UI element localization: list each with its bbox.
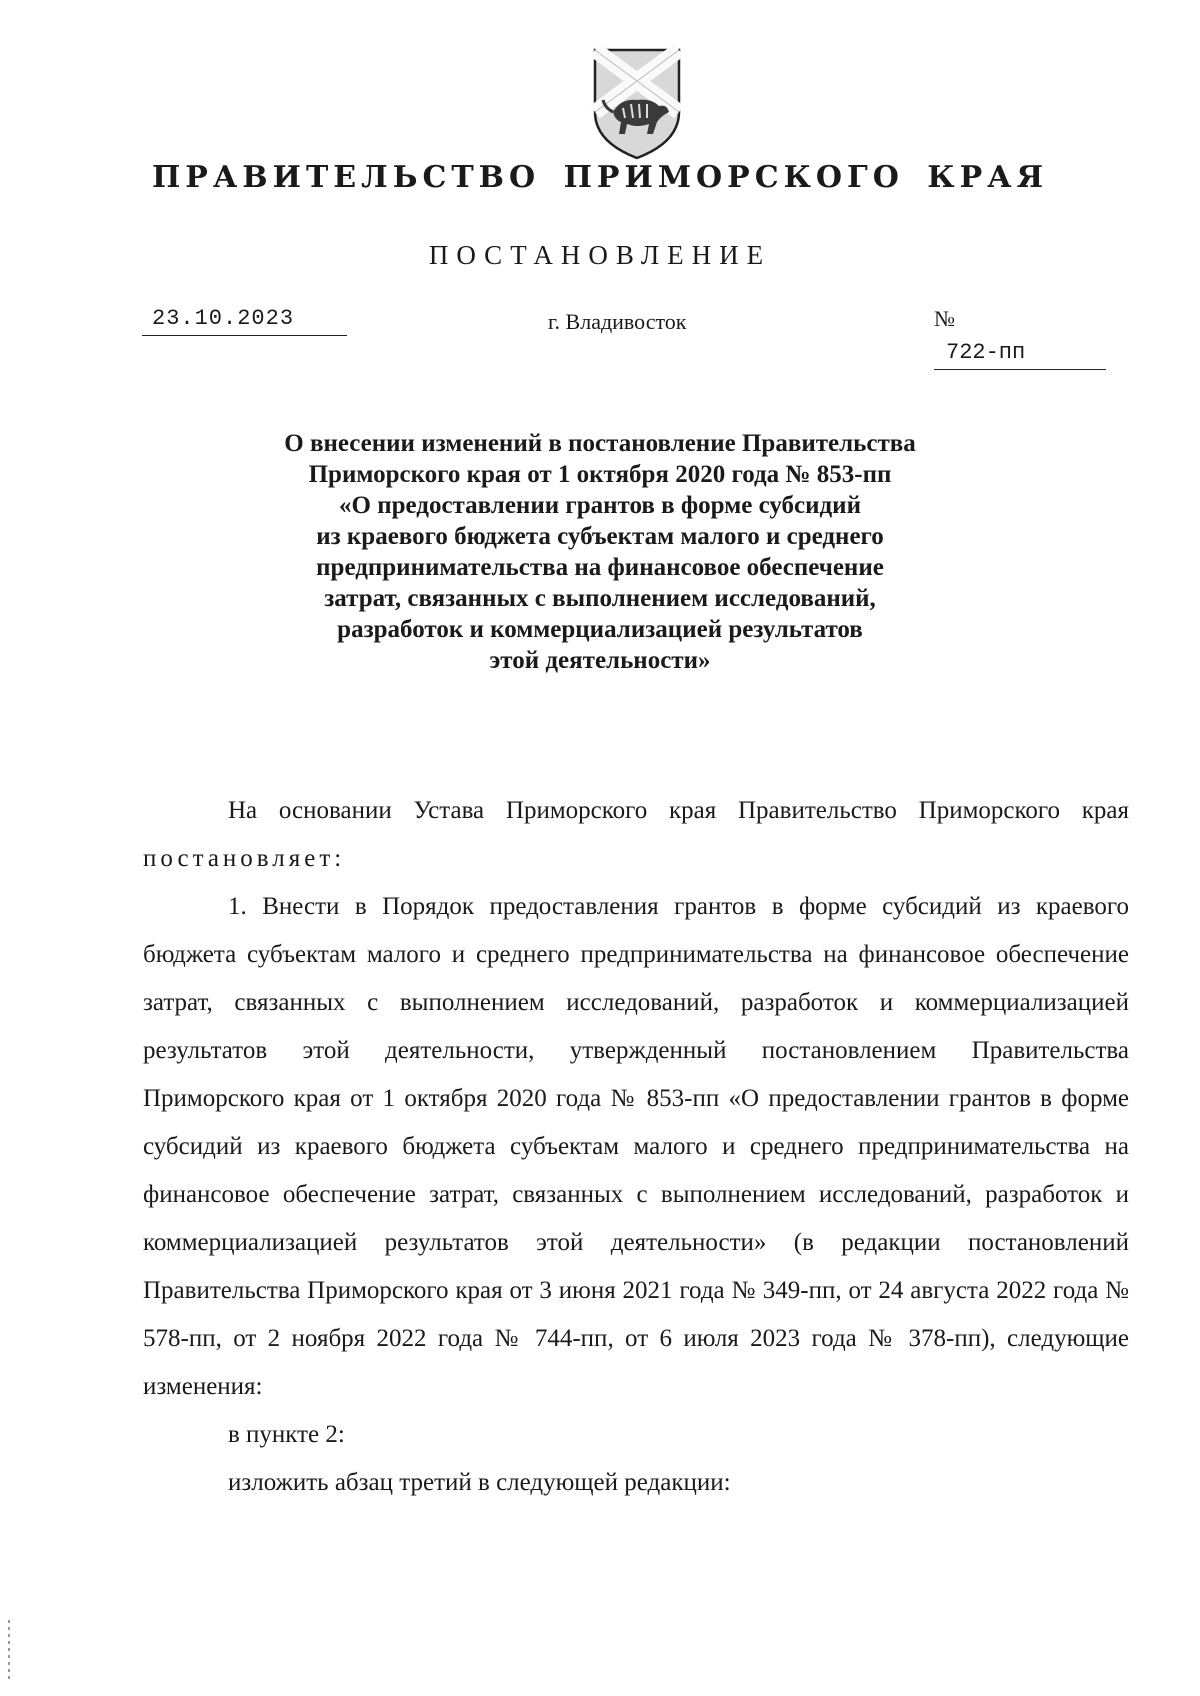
number-sign: № [934,306,955,331]
title-line: из краевого бюджета субъектам малого и среднего [316,523,884,550]
title-line: О внесении изменений в постановление Правительства [284,430,916,457]
title-line: Приморского края от 1 октября 2020 года № 853-пп [308,461,892,488]
title-line: предпринимательства на финансовое обеспечение [316,554,884,581]
resolution-body [143,787,1129,1507]
title-line: «О предоставлении грантов в форме субсидий [339,492,861,519]
document-meta-row [142,303,1130,365]
preamble-paragraph [143,787,1129,883]
title-line: затрат, связанных с выполнением исследований, [324,585,876,612]
preamble-decree-word: постановляет: [143,845,346,872]
document-number-block [934,303,1130,370]
instruction-paragraph: изложить абзац третий в следующей редакции: [228,1469,731,1496]
document-type: ПОСТАНОВЛЕНИЕ [428,240,772,270]
document-city: г. Владивосток [548,309,687,334]
document-number: 722-пп [934,337,1106,370]
item-1-paragraph: 1. Внести в Порядок предоставления грантов в форме субсидий из краевого бюджета субъектам малого и среднего предпринимательства на финансовое обеспечение затрат, связанных с выполнением исследований, разработок и коммерциализацией результатов этой деятельности, утвержденный постановлением Правительства Приморского края от 1 октября 2020 года № 853-пп «О предоставлении грантов в форме субсидий из краевого бюджета субъектам малого и среднего предпринимательства на финансовое обеспечение затрат, связанных с выполнением исследований, разработок и коммерциализацией результатов этой деятельности» (в редакции постановлений Правительства Приморского края от 3 июня 2021 года № 349-пп, от 24 августа 2022 года № 578-пп, от 2 ноября 2022 года № 744-пп, от 6 июля 2023 года № 378-пп), следующие изменения: [143,893,1129,1400]
organization-title: ПРАВИТЕЛЬСТВО ПРИМОРСКОГО КРАЯ [151,160,1049,195]
document-date: 23.10.2023 [142,303,347,336]
scan-margin-mark [8,1620,10,1680]
title-line: этой деятельности» [489,647,711,674]
preamble-text: На основании Устава Приморского края Правительство Приморского края [228,797,1129,824]
primorsky-coat-of-arms-icon [587,42,687,162]
resolution-title [180,428,1020,676]
point-reference-paragraph: в пункте 2: [228,1421,345,1448]
title-line: разработок и коммерциализацией результатов [337,616,863,643]
